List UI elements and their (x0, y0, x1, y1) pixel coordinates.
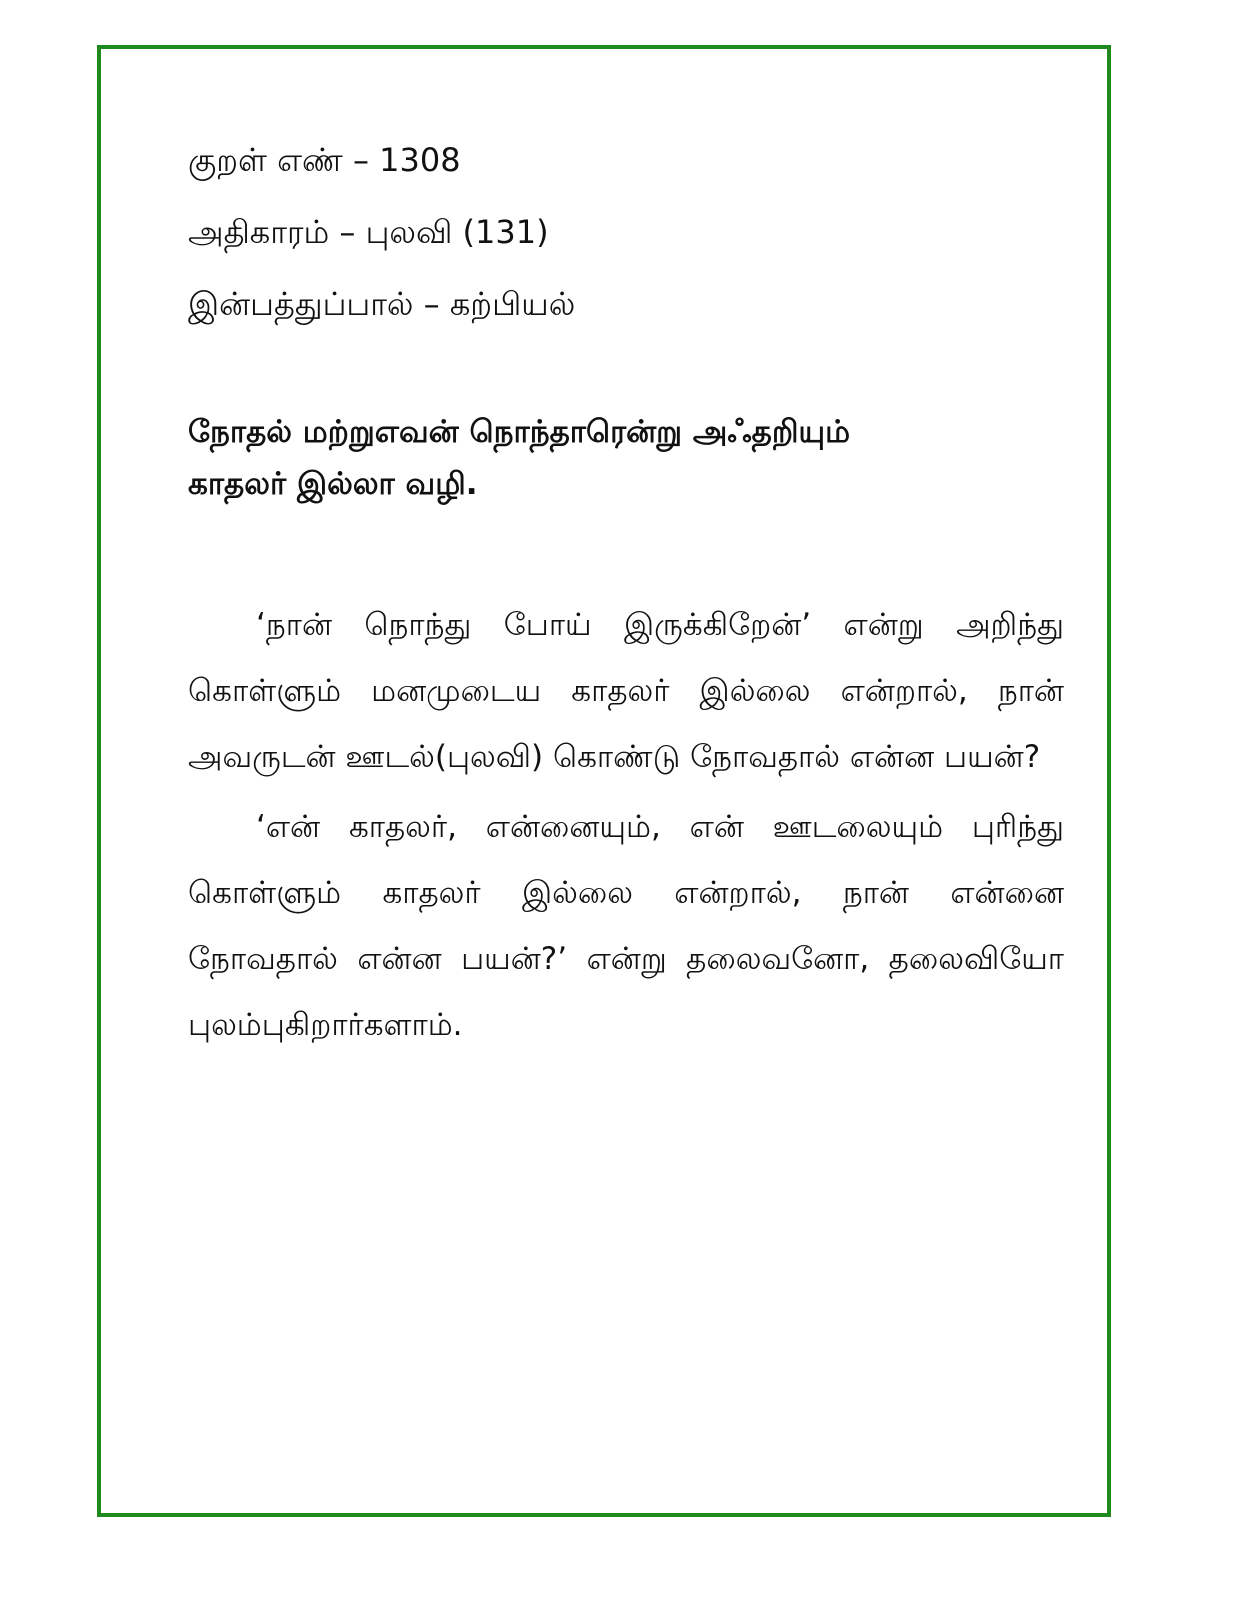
chapter-title: அதிகாரம் – புலவி (131) (188, 213, 549, 251)
verse-line-2: காதலர் இல்லா வழி. (188, 466, 478, 502)
kural-number: குறள் எண் – 1308 (188, 141, 461, 179)
page-content (188, 140, 1064, 1058)
section-title: இன்பத்துப்பால் – கற்பியல் (188, 285, 576, 323)
explanation-paragraph-2: ‘என் காதலர், என்னையும், என் ஊடலையும் புரிந்து கொள்ளும் காதலர் இல்லை என்றால், நான் என்னை நோவதால் என்ன பயன்?’ என்று தலைவனோ, தலைவியோ புலம்புகிறார்களாம். (188, 809, 1064, 1043)
kural-verse (188, 406, 1064, 510)
verse-line-1: நோதல் மற்றுஎவன் நொந்தாரென்று அஃதறியும் (188, 414, 851, 450)
explanation-paragraph-1: ‘நான் நொந்து போய் இருக்கிறேன்’ என்று அறிந்து கொள்ளும் மனமுடைய காதலர் இல்லை என்றால், நான் அவருடன் ஊடல்(புலவி) கொண்டு நோவதால் என்ன பயன்? (188, 607, 1064, 775)
